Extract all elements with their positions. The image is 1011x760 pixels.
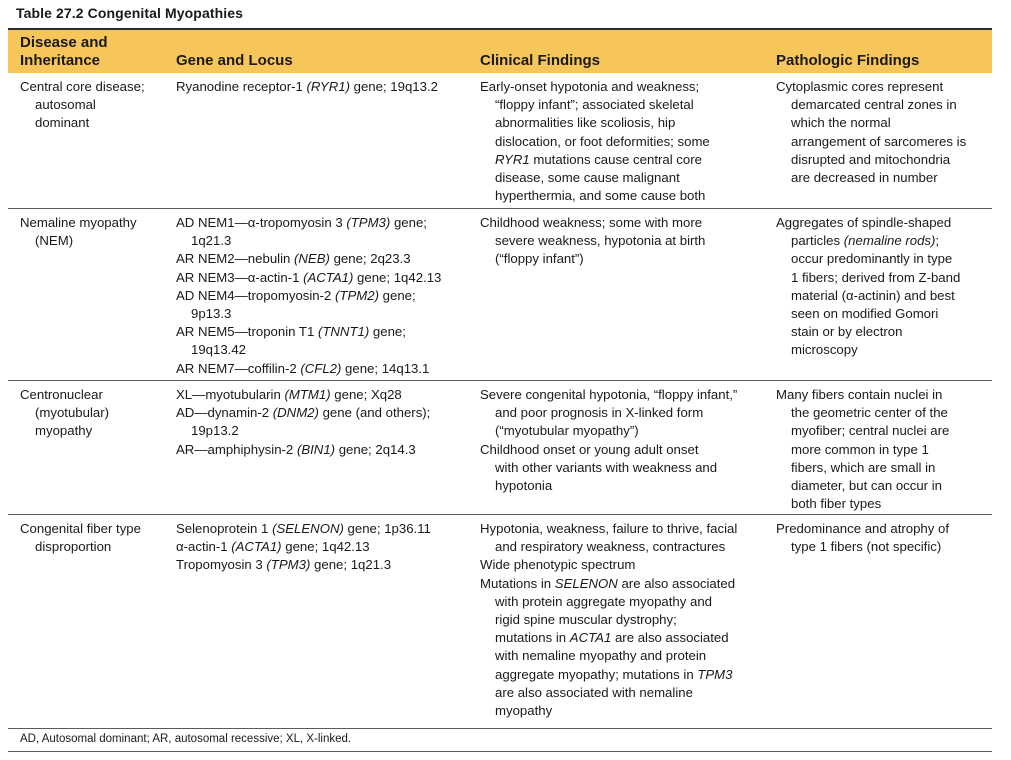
row-divider — [8, 380, 992, 381]
cell-disease — [20, 78, 145, 133]
cell-line: XL—myotubularin (MTM1) gene; Xq28 — [176, 387, 402, 402]
cell-line: fibers, which are small in — [791, 459, 936, 475]
row-divider — [8, 208, 992, 209]
cell-gene — [176, 520, 431, 575]
table-number: Table 27.2 — [16, 5, 84, 21]
cell-line: demarcated central zones in — [791, 97, 957, 113]
cell-line: (“myotubular myopathy”) — [495, 423, 639, 439]
cell-line: “floppy infant”; associated skeletal — [495, 97, 694, 113]
cell-line: and respiratory weakness, contractures — [495, 539, 726, 555]
cell-line: myopathy — [35, 423, 93, 439]
cell-line: hyperthermia, and some cause both — [495, 188, 706, 204]
cell-gene — [176, 78, 438, 96]
cell-line: are also associated with nemaline — [495, 684, 693, 700]
cell-line: myofiber; central nuclei are — [791, 423, 950, 439]
cell-line: arrangement of sarcomeres is — [791, 133, 967, 149]
cell-line: AR NEM3—α-actin-1 (ACTA1) gene; 1q42.13 — [176, 269, 442, 285]
cell-line: material (α-actinin) and best — [791, 287, 955, 303]
cell-line: AR NEM2—nebulin (NEB) gene; 2q23.3 — [176, 251, 411, 267]
cell-line: Childhood onset or young adult onset — [480, 441, 699, 457]
cell-line: Nemaline myopathy — [20, 215, 137, 230]
cell-line: Central core disease; — [20, 79, 145, 94]
cell-line: Wide phenotypic spectrum — [480, 557, 636, 573]
cell-line: severe weakness, hypotonia at birth — [495, 233, 706, 249]
header-disease-line2: Inheritance — [20, 52, 101, 69]
cell-line: 1 fibers; derived from Z-band — [791, 269, 961, 285]
cell-line: AD NEM1—α-tropomyosin 3 (TPM3) gene; — [176, 215, 427, 230]
cell-line: AD NEM4—tropomyosin-2 (TPM2) gene; — [176, 287, 416, 303]
cell-line: type 1 fibers (not specific) — [791, 539, 942, 555]
cell-line: abnormalities like scoliosis, hip — [495, 115, 676, 131]
cell-clinical — [480, 214, 705, 269]
cell-line: Early-onset hypotonia and weakness; — [480, 79, 700, 94]
cell-line: AR NEM7—coffilin-2 (CFL2) gene; 14q13.1 — [176, 360, 430, 376]
cell-line: Centronuclear — [20, 387, 103, 402]
header-disease-line1: Disease and — [20, 34, 108, 51]
cell-line: Mutations in SELENON are also associated — [480, 575, 736, 591]
cell-line: myopathy — [495, 703, 553, 719]
cell-line: Severe congenital hypotonia, “floppy infant,” — [480, 387, 738, 402]
cell-line: 9p13.3 — [191, 306, 232, 322]
cell-line: dominant — [35, 115, 90, 131]
cell-line: with other variants with weakness and — [495, 459, 718, 475]
cell-line: α-actin-1 (ACTA1) gene; 1q42.13 — [176, 539, 370, 555]
header-gene: Gene and Locus — [176, 52, 293, 69]
cell-line: AD—dynamin-2 (DNM2) gene (and others); — [176, 405, 431, 421]
cell-line: AR NEM5—troponin T1 (TNNT1) gene; — [176, 324, 406, 340]
cell-line: both fiber types — [791, 496, 882, 512]
cell-clinical — [480, 386, 737, 495]
cell-line: Tropomyosin 3 (TPM3) gene; 1q21.3 — [176, 557, 392, 573]
cell-line: Predominance and atrophy of — [776, 521, 950, 536]
cell-gene — [176, 214, 441, 378]
cell-line: (“floppy infant”) — [495, 251, 584, 267]
cell-line: dislocation, or foot deformities; some — [495, 133, 710, 149]
cell-line: AR—amphiphysin-2 (BIN1) gene; 2q14.3 — [176, 441, 416, 457]
cell-line: hypotonia — [495, 478, 553, 494]
cell-line: the geometric center of the — [791, 405, 948, 421]
cell-line: autosomal — [35, 97, 96, 113]
cell-line: disrupted and mitochondria — [791, 151, 951, 167]
cell-disease — [20, 214, 137, 250]
cell-line: Childhood weakness; some with more — [480, 215, 703, 230]
cell-line: with nemaline myopathy and protein — [495, 648, 707, 664]
cell-pathologic — [776, 520, 949, 556]
cell-line: with protein aggregate myopathy and — [495, 593, 713, 609]
cell-line: 1q21.3 — [191, 233, 232, 249]
cell-line: Hypotonia, weakness, failure to thrive, facial — [480, 521, 738, 536]
cell-line: (myotubular) — [35, 405, 110, 421]
cell-clinical — [480, 78, 710, 205]
cell-line: occur predominantly in type — [791, 251, 953, 267]
footnote-rule — [8, 728, 992, 729]
cell-line: Many fibers contain nuclei in — [776, 387, 943, 402]
cell-line: RYR1 mutations cause central core — [495, 151, 702, 167]
cell-line: Selenoprotein 1 (SELENON) gene; 1p36.11 — [176, 521, 431, 536]
cell-line: Congenital fiber type — [20, 521, 141, 536]
cell-line: Ryanodine receptor-1 (RYR1) gene; 19q13.2 — [176, 79, 438, 94]
header-clinical: Clinical Findings — [480, 52, 601, 69]
cell-line: 19q13.42 — [191, 342, 247, 358]
cell-disease — [20, 520, 141, 556]
cell-line: microscopy — [791, 342, 858, 358]
cell-line: stain or by electron — [791, 324, 903, 340]
cell-pathologic — [776, 386, 949, 513]
header-disease — [20, 34, 108, 70]
cell-line: disease, some cause malignant — [495, 170, 680, 186]
cell-line: seen on modified Gomori — [791, 306, 939, 322]
cell-line: particles (nemaline rods); — [791, 233, 940, 249]
table-caption — [16, 5, 243, 21]
cell-line: disproportion — [35, 539, 112, 555]
cell-line: 19p13.2 — [191, 423, 239, 439]
cell-pathologic — [776, 214, 960, 360]
cell-line: more common in type 1 — [791, 441, 929, 457]
cell-line: diameter, but can occur in — [791, 478, 943, 494]
cell-line: rigid spine muscular dystrophy; — [495, 612, 677, 628]
cell-line: are decreased in number — [791, 170, 938, 186]
cell-line: which the normal — [791, 115, 891, 131]
cell-line: (NEM) — [35, 233, 74, 249]
row-divider — [8, 514, 992, 515]
header-pathologic: Pathologic Findings — [776, 52, 920, 69]
cell-line: aggregate myopathy; mutations in TPM3 — [495, 666, 733, 682]
bottom-rule — [8, 751, 992, 752]
table-title: Congenital Myopathies — [87, 5, 244, 21]
cell-line: and poor prognosis in X-linked form — [495, 405, 704, 421]
cell-line: mutations in ACTA1 are also associated — [495, 630, 729, 646]
cell-line: Aggregates of spindle-shaped — [776, 215, 952, 230]
cell-pathologic — [776, 78, 966, 187]
cell-line: Cytoplasmic cores represent — [776, 79, 944, 94]
cell-clinical — [480, 520, 737, 720]
table-footnote: AD, Autosomal dominant; AR, autosomal recessive; XL, X-linked. — [20, 733, 352, 745]
cell-gene — [176, 386, 430, 459]
cell-disease — [20, 386, 109, 441]
